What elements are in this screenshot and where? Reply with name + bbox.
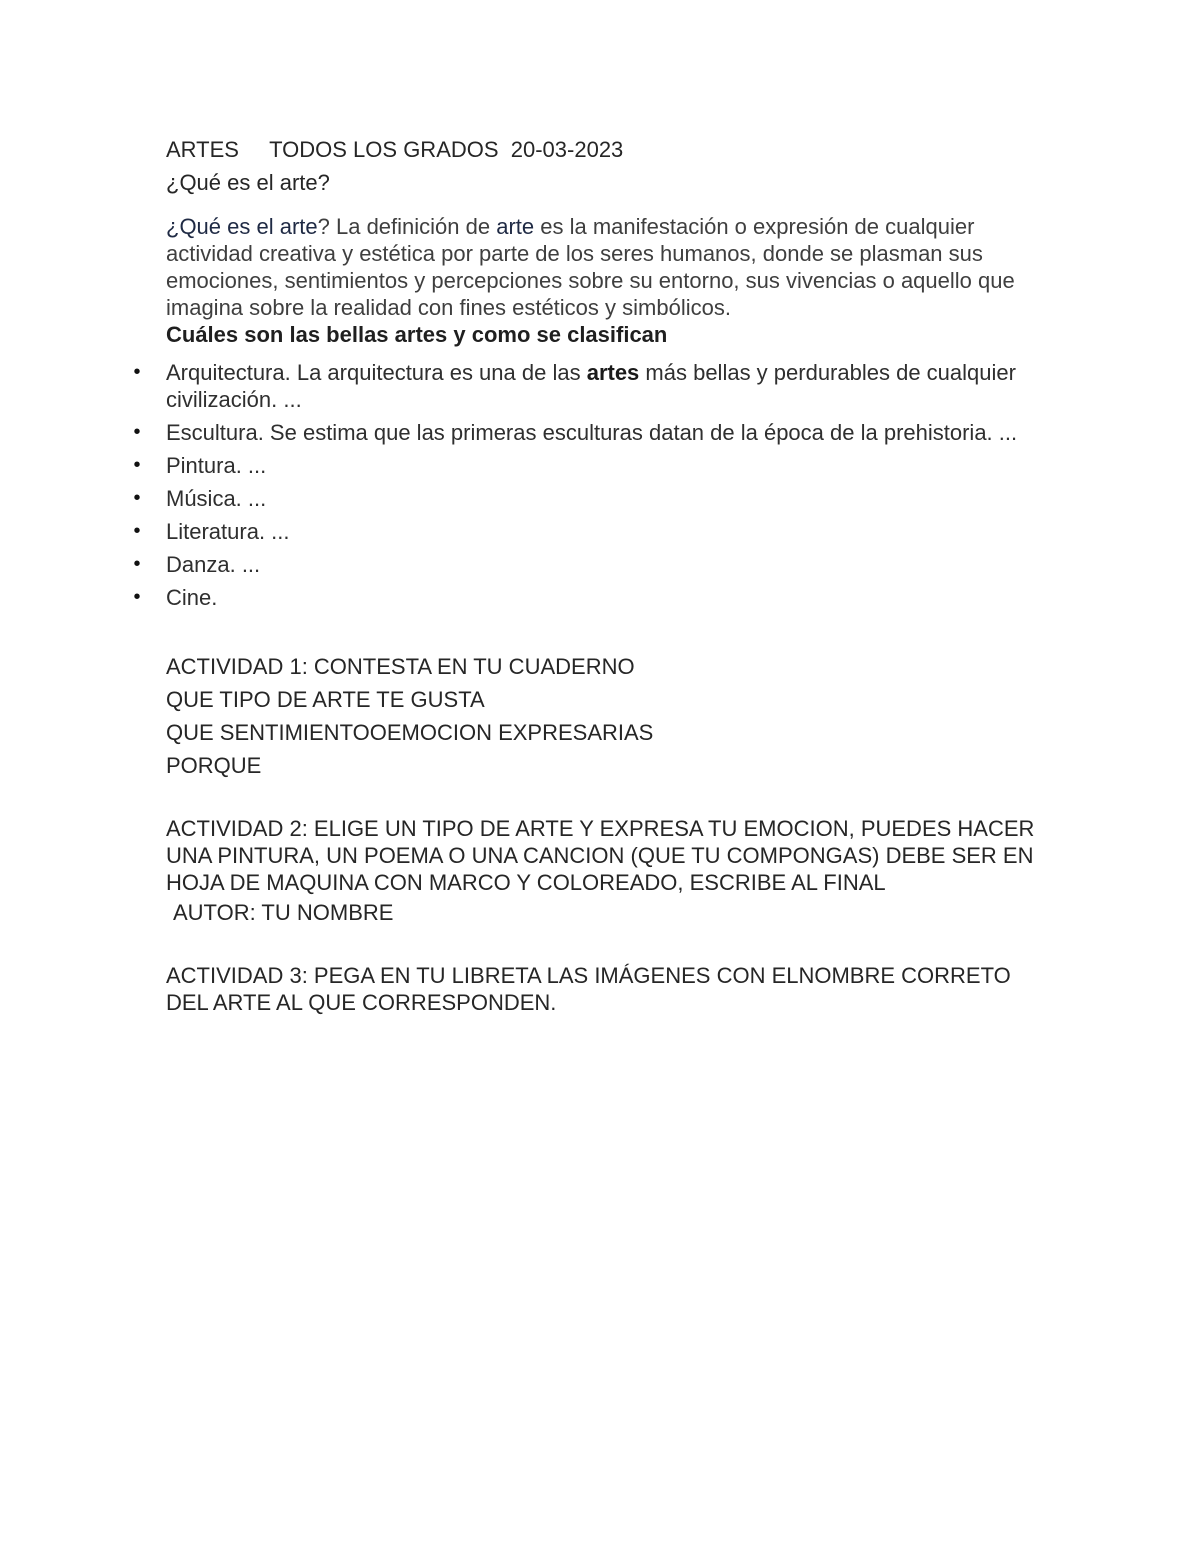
activity-3-text: ACTIVIDAD 3: PEGA EN TU LIBRETA LAS IMÁGENES CON ELNOMBRE CORRETO DEL ARTE AL QUE CORRESPONDEN. xyxy=(166,963,1011,1015)
bullet-icon: • xyxy=(133,454,141,476)
document-body xyxy=(133,136,1046,1016)
activity-2-text: ACTIVIDAD 2: ELIGE UN TIPO DE ARTE Y EXPRESA TU EMOCION, PUEDES HACER UNA PINTURA, UN POEMA O UNA CANCION (QUE TU COMPONGAS) DEBE SER EN HOJA DE MAQUINA CON MARCO Y COLOREADO, ESCRIBE AL FINAL xyxy=(166,816,1035,895)
activity-1-title: ACTIVIDAD 1: CONTESTA EN TU CUADERNO xyxy=(166,654,635,679)
bullet-icon: • xyxy=(133,586,141,608)
spacer xyxy=(166,782,1046,815)
list-item-text: Música. ... xyxy=(166,486,267,511)
bullet-icon: • xyxy=(133,487,141,509)
list-item-danza xyxy=(133,551,1046,578)
list-item-text: Danza. ... xyxy=(166,552,261,577)
activity-1-line-3: PORQUE xyxy=(166,753,262,778)
bullet-icon: • xyxy=(133,421,141,443)
list-item-literatura xyxy=(133,518,1046,545)
list-item-escultura xyxy=(133,419,1046,446)
list-item-text: Literatura. ... xyxy=(166,519,290,544)
bullet-icon: • xyxy=(133,553,141,575)
list-item-arquitectura xyxy=(133,359,1046,413)
list-item-text: Escultura. Se estima que las primeras esculturas datan de la época de la prehistoria. ... xyxy=(166,420,1018,445)
arts-subheading: Cuáles son las bellas artes y como se clasifican xyxy=(166,322,668,347)
question-heading: ¿Qué es el arte? xyxy=(166,170,330,195)
activity-1-line-2: QUE SENTIMIENTOOEMOCION EXPRESARIAS xyxy=(166,720,654,745)
spacer xyxy=(166,617,1046,650)
definition-question: ¿Qué es el arte xyxy=(166,214,318,239)
document-header: ARTES TODOS LOS GRADOS 20-03-2023 xyxy=(166,137,624,162)
activity-2-autor: AUTOR: TU NOMBRE xyxy=(173,900,394,925)
list-item-text: Cine. xyxy=(166,585,218,610)
definition-text-b: es la manifestación o expresión de cualquier actividad creativa y estética por parte de los seres humanos, donde se plasman sus emociones, sentimientos y percepciones sobre su entorno, sus vivencias o aquello que imagina sobre la realidad con fines estéticos y simbólicos. xyxy=(166,214,1015,320)
list-item-text: Pintura. ... xyxy=(166,453,267,478)
list-item-pintura xyxy=(133,452,1046,479)
list-item-musica xyxy=(133,485,1046,512)
bullet-icon: • xyxy=(133,520,141,542)
list-item-text-post: más bellas y perdurables de cualquier civilización. ... xyxy=(166,360,1016,412)
spacer xyxy=(166,929,1046,962)
list-item-text: Arquitectura. La arquitectura es una de las xyxy=(166,360,587,385)
activity-1-line-1: QUE TIPO DE ARTE TE GUSTA xyxy=(166,687,485,712)
arts-list xyxy=(133,359,1046,611)
list-item-bold: artes xyxy=(586,360,640,385)
list-item-cine xyxy=(133,584,1046,611)
bullet-icon: • xyxy=(133,361,141,383)
definition-paragraph xyxy=(166,213,1046,321)
definition-text-a: ? La definición de xyxy=(317,214,497,239)
definition-arte-word: arte xyxy=(496,214,535,239)
